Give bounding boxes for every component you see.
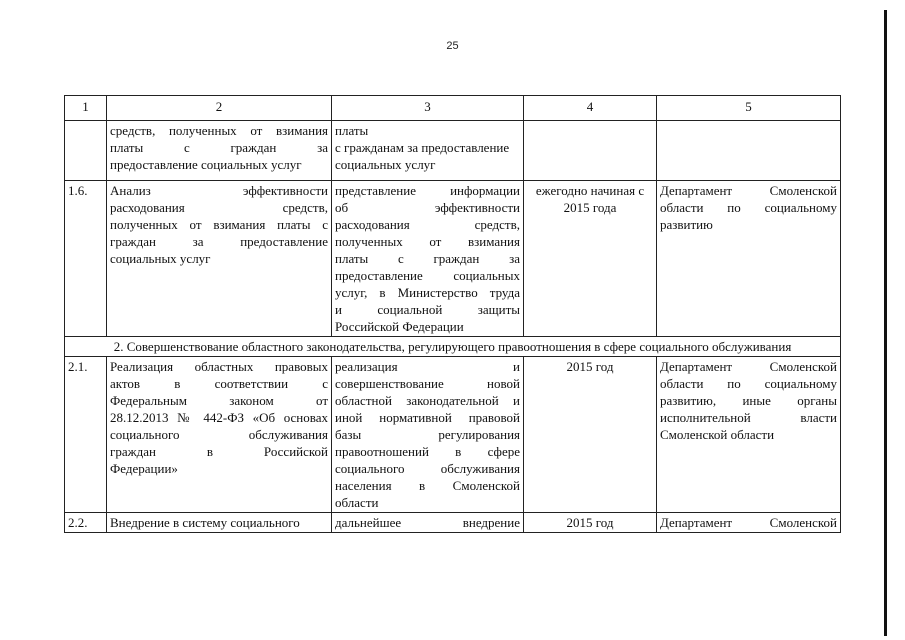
table-row-2-1 [65,357,841,513]
cell-term: 2015 год [524,513,657,533]
row-number: 2.1. [65,357,107,513]
scan-edge-line [884,10,887,636]
cell-measure: средств, полученных от взимания платы с граждан за предоставление социальных услуг [107,121,332,181]
cell-measure: Внедрение в систему социального [107,513,332,533]
cell-term [524,121,657,181]
cell-result: реализация и совершенствование новой областной законодательной и иной нормативной правовой базы регулирования правоотношений в сфере социального обслуживания населения в Смоленской области [332,357,524,513]
table-row-2-2 [65,513,841,533]
cell-result: дальнейшее внедрение [332,513,524,533]
cell-term: ежегодно начиная с 2015 года [524,181,657,337]
cell-executor [657,121,841,181]
table-row-1-6 [65,181,841,337]
section-heading: 2. Совершенствование областного законодательства, регулирующего правоотношения в сфере социального обслуживания [65,337,841,357]
measures-table [64,95,841,533]
header-col-3: 3 [332,96,524,121]
table-row-continued [65,121,841,181]
header-col-2: 2 [107,96,332,121]
page-number: 25 [446,40,459,52]
row-number: 1.6. [65,181,107,337]
table-header-row [65,96,841,121]
cell-measure: Реализация областных правовых актов в соответствии с Федеральным законом от 28.12.2013 № 442-ФЗ «Об основах социального обслуживания граждан в Российской Федерации» [107,357,332,513]
cell-executor: Департамент Смоленской [657,513,841,533]
cell-executor: Департамент Смоленской области по социальному развитию [657,181,841,337]
cell-executor: Департамент Смоленской области по социальному развитию, иные органы исполнительной власти Смоленской области [657,357,841,513]
cell-num [65,121,107,181]
cell-term: 2015 год [524,357,657,513]
section-row [65,337,841,357]
cell-result: представление информации об эффективности расходования средств, полученных от взимания платы с граждан за предоставление социальных услуг, в Министерство труда и социальной защиты Российской Федерации [332,181,524,337]
cell-measure: Анализ эффективности расходования средств, полученных от взимания платы с граждан за предоставление социальных услуг [107,181,332,337]
header-col-5: 5 [657,96,841,121]
header-col-4: 4 [524,96,657,121]
header-col-1: 1 [65,96,107,121]
row-number: 2.2. [65,513,107,533]
cell-result: платы с гражданам за предоставление социальных услуг [332,121,524,181]
